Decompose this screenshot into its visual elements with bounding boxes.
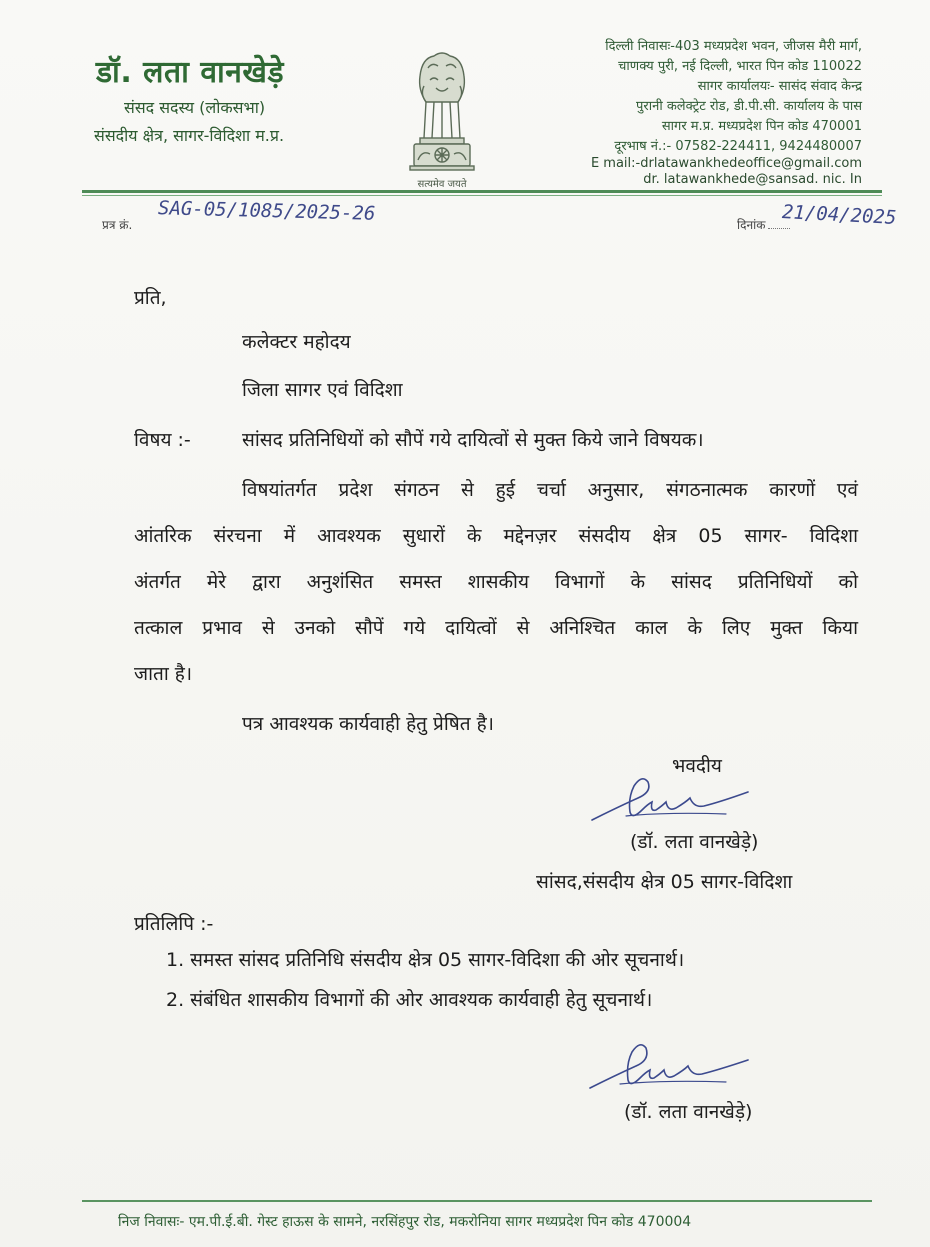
address-line: पुरानी कलेक्ट्रेट रोड, डी.पी.सी. कार्यालय के पास (636, 99, 862, 114)
copy-item: 2. संबंधित शासकीय विभागों की ओर आवश्यक कार्यवाही हेतु सूचनार्थ। (166, 989, 653, 1011)
recipient-line: जिला सागर एवं विदिशा (242, 379, 403, 401)
date-value: 21/04/2025 (781, 201, 897, 229)
copy-label: प्रतिलिपि :- (134, 913, 214, 935)
paragraph-line: अंतर्गत मेरे द्वारा अनुशंसित समस्त शासकीय विभागों के सांसद प्रतिनिधियों को (134, 571, 858, 593)
copy-item: 1. समस्त सांसद प्रतिनिधि संसदीय क्षेत्र 05 सागर-विदिशा की ओर सूचनार्थ। (166, 949, 685, 971)
reference-label: प्रत्र क्रं. (102, 218, 133, 232)
subject-text: सांसद प्रतिनिधियों को सौपें गये दायित्वों से मुक्त किये जाने विषयक। (242, 429, 704, 451)
paragraph-line: जाता है। (134, 663, 193, 685)
national-emblem-icon (400, 40, 484, 192)
reference-number: SAG-05/1085/2025-26 (157, 197, 376, 225)
phone-line: दूरभाष नं.:- 07582-224411, 9424480007 (614, 139, 862, 154)
date-dotted-line (768, 228, 790, 229)
letterhead-divider (82, 190, 882, 193)
emblem-motto: सत्यमेव जयते (417, 179, 467, 190)
signature-icon (584, 1034, 754, 1098)
signature-icon (586, 768, 756, 832)
letterhead-role: संसद सदस्य (लोकसभा) (124, 98, 266, 117)
address-line: चाणक्य पुरी, नई दिल्ली, भारत पिन कोड 110022 (618, 59, 862, 74)
email-line: E mail:-drlatawankhedeoffice@gmail.com (590, 156, 862, 171)
signatory-designation: सांसद,संसदीय क्षेत्र 05 सागर-विदिशा (536, 871, 793, 893)
closing-paragraph: पत्र आवश्यक कार्यवाही हेतु प्रेषित है। (242, 713, 494, 735)
recipient-line: कलेक्टर महोदय (242, 331, 351, 353)
letterhead-constituency: संसदीय क्षेत्र, सागर-विदिशा म.प्र. (94, 126, 285, 145)
address-line: सागर कार्यालयः- सासंद संवाद केन्द्र (697, 79, 862, 94)
paragraph-line: विषयांतर्गत प्रदेश संगठन से हुई चर्चा अनुसार, संगठनात्मक कारणों एवं (242, 479, 858, 501)
paragraph-line: आंतरिक संरचना में आवश्यक सुधारों के मद्देनज़र संसदीय क्षेत्र 05 सागर- विदिशा (134, 525, 858, 547)
valediction: भवदीय (672, 755, 722, 777)
footer-residence: निज निवासः- एम.पी.ई.बी. गेस्ट हाऊस के सामने, नरसिंहपुर रोड, मकरोनिया सागर मध्यप्रदेश पिन कोड 470004 (118, 1214, 692, 1230)
to-label: प्रति, (134, 287, 167, 309)
address-line: सागर म.प्र. मध्यप्रदेश पिन कोड 470001 (661, 119, 862, 134)
signatory-name: (डॉ. लता वानखेड़े) (630, 831, 759, 853)
paragraph-line: तत्काल प्रभाव से उनको सौपें गये दायित्वों से अनिश्चित काल के लिए मुक्त किया (134, 617, 858, 639)
footer-divider (82, 1200, 872, 1202)
address-line: दिल्ली निवासः-403 मध्यप्रदेश भवन, जीजस मैरी मार्ग, (605, 39, 862, 54)
email-line: dr. latawankhede@sansad. nic. In (643, 172, 862, 187)
date-label: दिनांक (737, 218, 766, 232)
letterhead-name: डॉ. लता वानखेड़े (96, 55, 285, 90)
subject-label: विषय :- (134, 429, 191, 451)
letterhead-divider (82, 195, 882, 196)
copy-signatory-name: (डॉ. लता वानखेड़े) (624, 1101, 753, 1123)
